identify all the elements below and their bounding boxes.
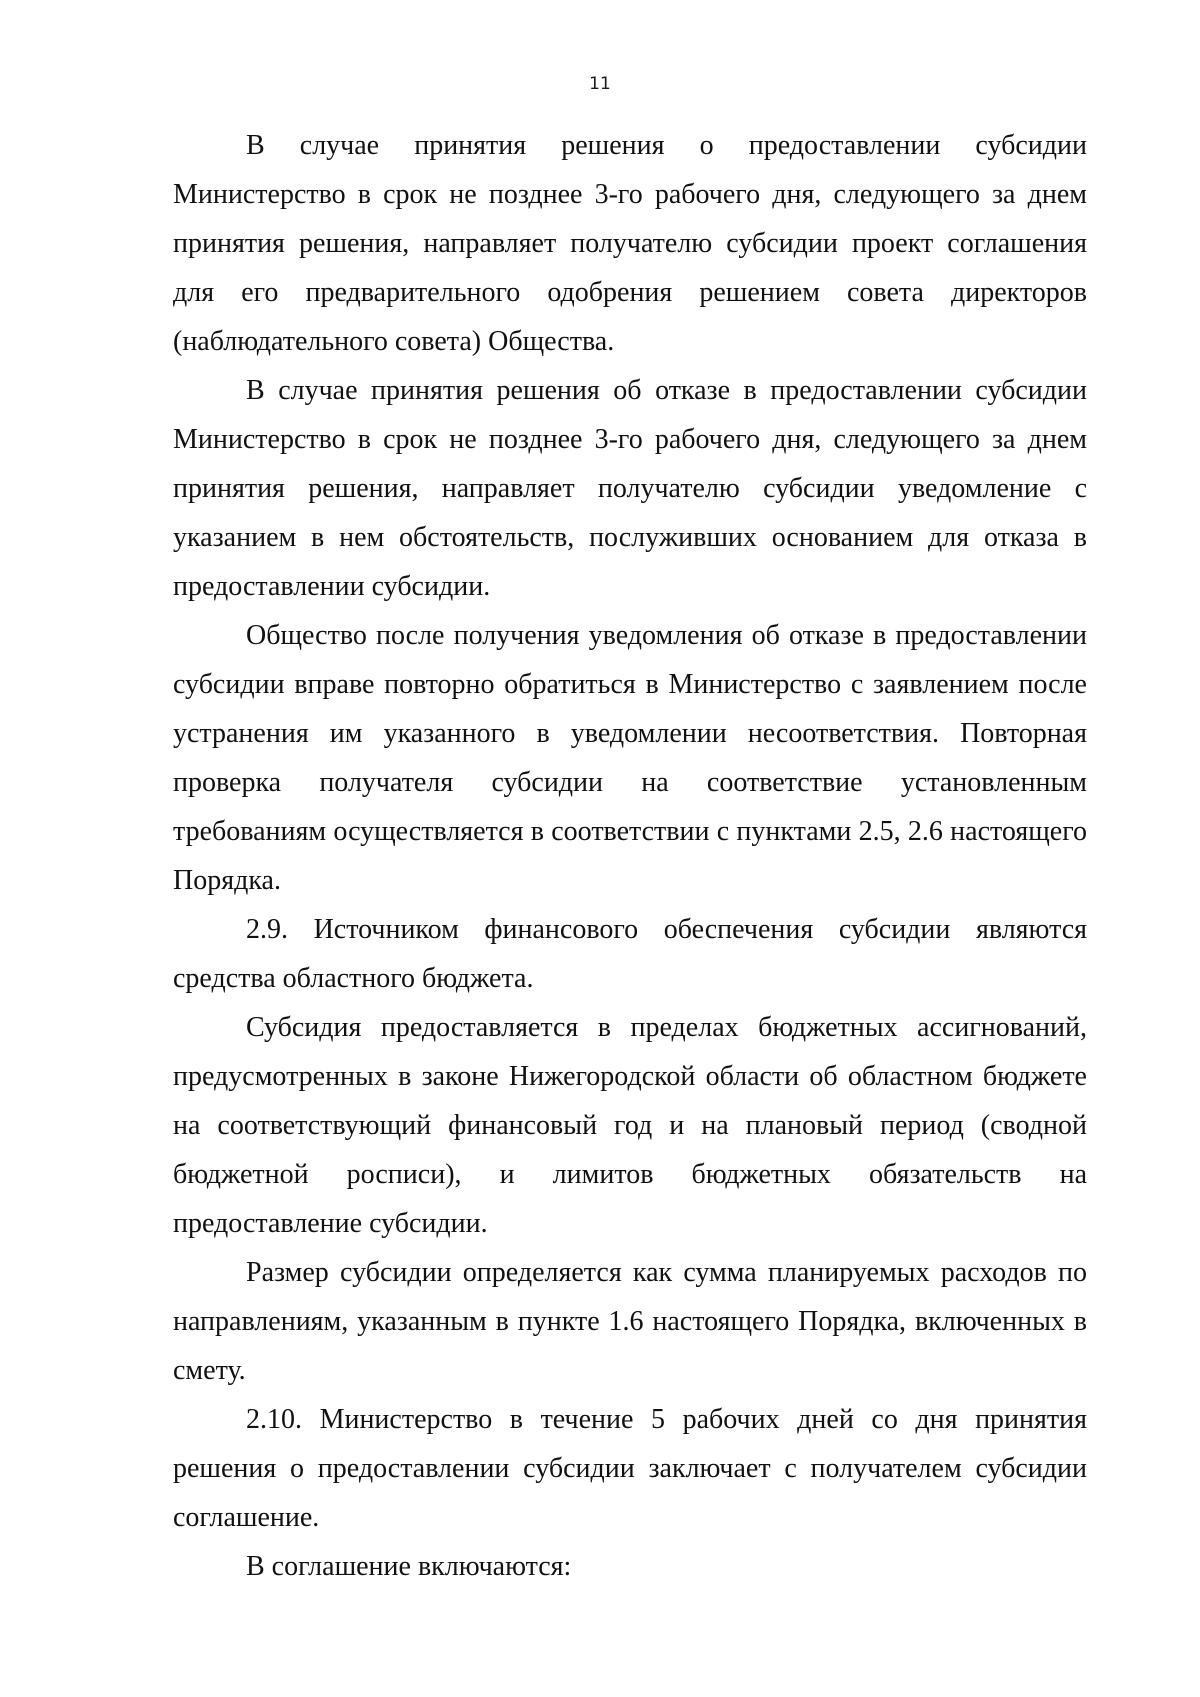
paragraph-subsidy-refusal: В случае принятия решения об отказе в предоставлении субсидии Министерство в срок не позднее 3-го рабочего дня, следующего за днем принятия решения, направляет получателю субсидии уведомление с указанием в нем обстоятельств, послуживших основанием для отказа в предоставлении субсидии. <box>173 375 1087 602</box>
paragraph-2-9-funding-source: 2.9. Источником финансового обеспечения субсидии являются средства областного бюджета. <box>173 914 1087 994</box>
paragraph-reapplication: Общество после получения уведомления об отказе в предоставлении субсидии вправе повторно обратиться в Министерство с заявлением после устранения им указанного в уведомлении несоответствия. Повторная проверка получателя субсидии на соответствие установленным требованиям осуществляется в соответствии с пунктами 2.5, 2.6 настоящего Порядка. <box>173 620 1087 896</box>
document-body <box>173 121 1087 1591</box>
paragraph-budget-limits: Субсидия предоставляется в пределах бюджетных ассигнований, предусмотренных в законе Нижегородской области об областном бюджете на соответствующий финансовый год и на плановый период (сводной бюджетной росписи), и лимитов бюджетных обязательств на предоставление субсидии. <box>173 1012 1087 1239</box>
page-number: 11 <box>589 74 611 94</box>
paragraph-subsidy-amount: Размер субсидии определяется как сумма планируемых расходов по направлениям, указанным в пункте 1.6 настоящего Порядка, включенных в смету. <box>173 1257 1087 1386</box>
paragraph-agreement-includes: В соглашение включаются: <box>246 1551 572 1582</box>
paragraph-subsidy-approval: В случае принятия решения о предоставлении субсидии Министерство в срок не позднее 3-го рабочего дня, следующего за днем принятия решения, направляет получателю субсидии проект соглашения для его предварительного одобрения решением совета директоров (наблюдательного совета) Общества. <box>173 130 1087 357</box>
paragraph-2-10-agreement: 2.10. Министерство в течение 5 рабочих дней со дня принятия решения о предоставлении субсидии заключает с получателем субсидии соглашение. <box>173 1404 1087 1533</box>
